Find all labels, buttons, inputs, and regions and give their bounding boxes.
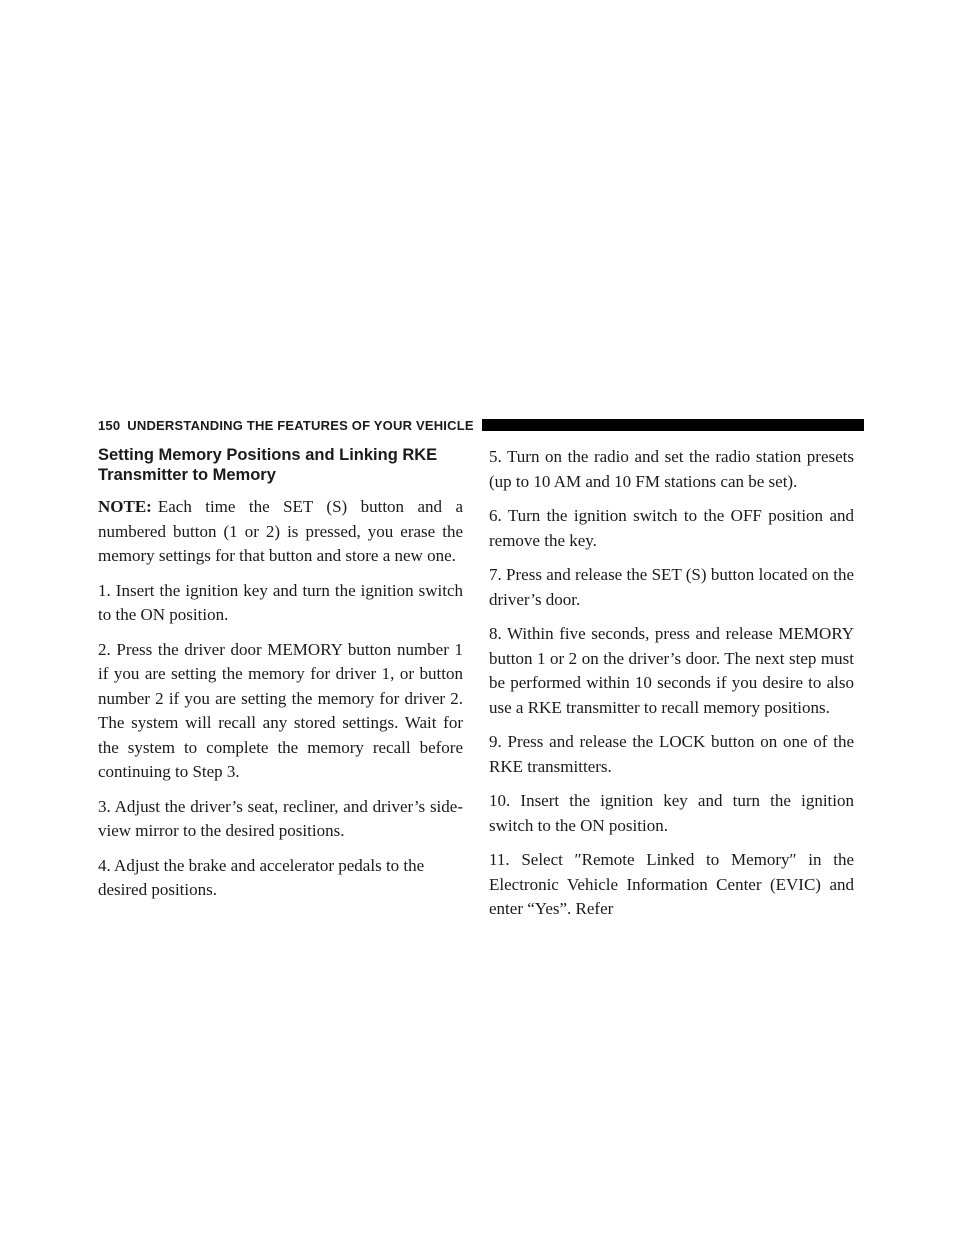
- step-10: 10. Insert the ignition key and turn the ignition switch to the ON position.: [489, 791, 854, 835]
- note-text: Each time the SET (S) button and a numbered button (1 or 2) is pressed, you erase the memory settings for that button and store a new one.: [98, 497, 463, 565]
- step-5: 5. Turn on the radio and set the radio station presets (up to 10 AM and 10 FM stations can be set).: [489, 447, 854, 491]
- step-8: 8. Within five seconds, press and release MEMORY button 1 or 2 on the driver’s door. The next step must be performed within 10 seconds if you desire to also use a RKE transmitter to recall memory positions.: [489, 624, 854, 717]
- step-2: 2. Press the driver door MEMORY button number 1 if you are setting the memory for driver 1, or button number 2 if you are setting the memory for driver 2. The system will recall any stored settings. Wait for the system to complete the memory recall before continuing to Step 3.: [98, 639, 463, 781]
- section-title: UNDERSTANDING THE FEATURES OF YOUR VEHICLE: [127, 417, 474, 433]
- page-header: [98, 418, 864, 432]
- right-column: [489, 445, 854, 932]
- section-heading: Setting Memory Positions and Linking RKE Transmitter to Memory: [98, 446, 438, 484]
- step-11: 11. Select ″Remote Linked to Memory″ in the Electronic Vehicle Information Center (EVIC) and enter “Yes”. Refer: [489, 850, 854, 918]
- page-number: 150: [98, 417, 121, 433]
- step-1: 1. Insert the ignition key and turn the ignition switch to the ON position.: [98, 580, 463, 624]
- left-column: [98, 445, 463, 913]
- step-6: 6. Turn the ignition switch to the OFF position and remove the key.: [489, 506, 854, 550]
- header-rule: [482, 419, 864, 431]
- note-paragraph: [98, 495, 463, 569]
- step-3: 3. Adjust the driver’s seat, recliner, and driver’s side-view mirror to the desired positions.: [98, 796, 463, 840]
- note-label: NOTE:: [98, 497, 152, 516]
- step-7: 7. Press and release the SET (S) button located on the driver’s door.: [489, 565, 854, 609]
- step-9: 9. Press and release the LOCK button on one of the RKE transmitters.: [489, 732, 854, 776]
- step-4: 4. Adjust the brake and accelerator pedals to the desired positions.: [98, 855, 425, 899]
